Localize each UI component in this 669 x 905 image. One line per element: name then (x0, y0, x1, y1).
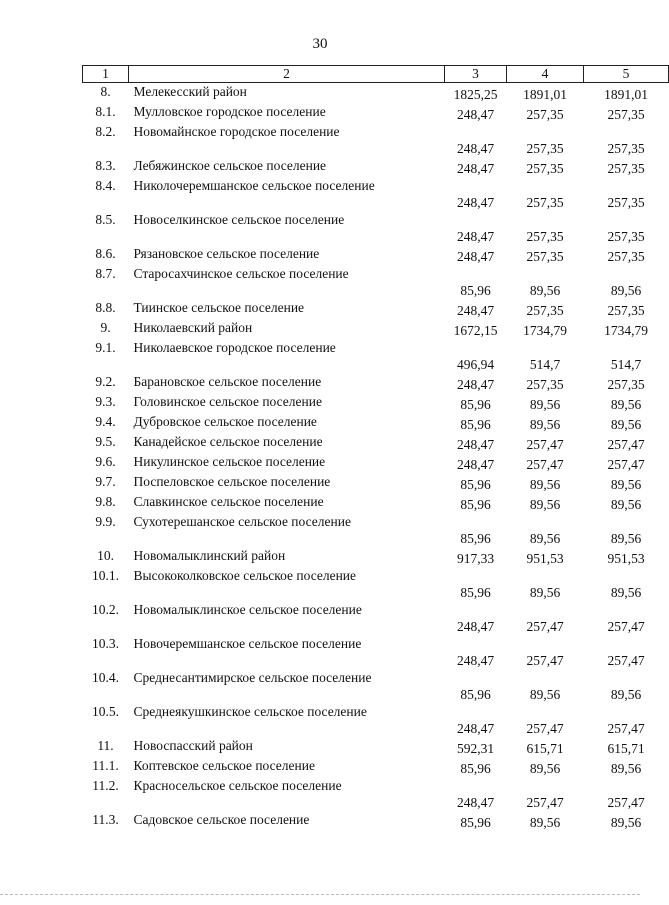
page-number: 30 (312, 36, 328, 52)
row-value-col4: 257,35 (526, 377, 564, 392)
row-value-col4: 89,56 (529, 477, 561, 492)
row-value-col5: 89,56 (610, 283, 642, 298)
row-value-col3: 85,96 (460, 397, 491, 412)
row-name: Канадейское сельское поселение (133, 434, 323, 449)
table-row (83, 811, 669, 831)
row-name: Лебяжинское сельское поселение (133, 158, 327, 173)
row-name: Мелекесский район (133, 84, 247, 99)
row-value-col5: 514,7 (610, 357, 642, 372)
row-number: 9.4. (95, 414, 116, 429)
row-name: Садовское сельское поселение (133, 812, 310, 827)
row-value-col4: 257,47 (526, 619, 564, 634)
row-value-col3: 85,96 (460, 477, 491, 492)
row-value-col5: 257,35 (607, 229, 645, 244)
row-value-col4: 257,47 (526, 795, 564, 810)
table-row (83, 413, 669, 433)
row-value-col5: 257,47 (607, 619, 645, 634)
table-row (83, 433, 669, 453)
row-number: 9.6. (95, 454, 116, 469)
row-number: 9.9. (95, 514, 116, 529)
row-number: 8.1. (95, 104, 116, 119)
row-value-col3: 248,47 (456, 195, 495, 210)
row-value-col3: 85,96 (460, 761, 491, 776)
row-name: Барановское сельское поселение (133, 374, 322, 389)
row-number: 8.6. (95, 246, 116, 261)
table-row (83, 547, 669, 567)
table-body (83, 83, 669, 832)
table-row (83, 339, 669, 373)
row-name: Среднесантимирское сельское поселение (133, 670, 372, 685)
row-number: 11.2. (92, 778, 119, 793)
row-name: Новочеремшанское сельское поселение (133, 636, 362, 651)
row-value-col4: 257,35 (526, 141, 564, 156)
row-value-col5: 257,47 (607, 457, 645, 472)
table-row (83, 265, 669, 299)
header-col-2: 2 (129, 66, 445, 83)
row-value-col4: 257,35 (526, 107, 564, 122)
row-value-col4: 89,56 (529, 531, 561, 546)
row-number: 8.3. (95, 158, 116, 173)
row-value-col5: 257,35 (607, 161, 645, 176)
row-number: 11.1. (92, 758, 119, 773)
table-row (83, 669, 669, 703)
row-value-col3: 248,47 (456, 721, 495, 736)
row-value-col5: 257,35 (607, 377, 645, 392)
row-value-col3: 248,47 (456, 303, 495, 318)
row-name: Николочеремшанское сельское поселение (133, 178, 375, 193)
row-value-col5: 257,35 (607, 195, 645, 210)
row-number: 8. (100, 84, 111, 99)
row-name: Славкинское сельское поселение (133, 494, 324, 509)
row-value-col5: 89,56 (610, 417, 642, 432)
row-number: 10.3. (92, 636, 119, 651)
row-value-col5: 257,35 (607, 141, 645, 156)
table-row (83, 493, 669, 513)
row-number: 10.1. (92, 568, 119, 583)
row-number: 10.4. (92, 670, 119, 685)
row-value-col4: 89,56 (529, 687, 561, 702)
row-number: 9. (100, 320, 111, 335)
row-value-col3: 85,96 (460, 497, 491, 512)
table-row (83, 123, 669, 157)
row-name: Поспеловское сельское поселение (133, 474, 331, 489)
row-number: 8.2. (95, 124, 116, 139)
row-value-col4: 257,47 (526, 721, 564, 736)
row-value-col3: 248,47 (456, 377, 495, 392)
row-value-col4: 257,47 (526, 437, 564, 452)
row-number: 9.5. (95, 434, 116, 449)
row-name: Новоселкинское сельское поселение (133, 212, 345, 227)
row-value-col4: 89,56 (529, 815, 561, 830)
row-name: Рязановское сельское поселение (133, 246, 320, 261)
table-row (83, 601, 669, 635)
table-row (83, 177, 669, 211)
header-col-1: 1 (83, 66, 129, 83)
row-number: 8.7. (95, 266, 116, 281)
row-value-col4: 257,35 (526, 161, 564, 176)
row-value-col3: 85,96 (460, 417, 491, 432)
row-number: 9.2. (95, 374, 116, 389)
row-value-col3: 248,47 (456, 457, 495, 472)
row-value-col3: 248,47 (456, 107, 495, 122)
row-number: 8.4. (95, 178, 116, 193)
table-row (83, 393, 669, 413)
row-number: 9.1. (95, 340, 116, 355)
row-name: Дубровское сельское поселение (133, 414, 317, 429)
row-value-col3: 592,31 (456, 741, 495, 756)
row-value-col4: 257,47 (526, 653, 564, 668)
row-name: Сухотерешанское сельское поселение (133, 514, 351, 529)
row-number: 11. (97, 738, 114, 753)
row-value-col5: 1734,79 (604, 323, 648, 338)
row-value-col4: 257,47 (526, 457, 564, 472)
row-value-col5: 1891,01 (604, 87, 648, 102)
header-row (83, 66, 669, 83)
row-value-col5: 89,56 (610, 815, 642, 830)
row-value-col3: 248,47 (456, 619, 495, 634)
row-value-col3: 248,47 (456, 653, 495, 668)
table-row (83, 453, 669, 473)
row-value-col3: 85,96 (460, 585, 491, 600)
row-value-col4: 615,71 (526, 741, 564, 756)
row-name: Головинское сельское поселение (133, 394, 322, 409)
row-value-col4: 89,56 (529, 761, 561, 776)
row-name: Новомалыклинский район (133, 548, 286, 563)
row-name: Среднеякушкинское сельское поселение (133, 704, 367, 719)
row-name: Красносельское сельское поселение (133, 778, 342, 793)
row-value-col4: 89,56 (529, 283, 561, 298)
table-row (83, 737, 669, 757)
table-row (83, 211, 669, 245)
row-number: 8.5. (95, 212, 116, 227)
row-value-col4: 951,53 (526, 551, 564, 566)
table-row (83, 299, 669, 319)
table-row (83, 319, 669, 339)
table-row (83, 473, 669, 493)
table-row (83, 245, 669, 265)
row-name: Никулинское сельское поселение (133, 454, 326, 469)
row-value-col3: 248,47 (456, 249, 495, 264)
row-name: Новоспасский район (133, 738, 253, 753)
row-value-col3: 248,47 (456, 795, 495, 810)
row-value-col4: 257,35 (526, 303, 564, 318)
table-row (83, 83, 669, 104)
table-row (83, 513, 669, 547)
row-value-col4: 257,35 (526, 229, 564, 244)
row-value-col5: 89,56 (610, 497, 642, 512)
budget-table (82, 65, 669, 831)
row-value-col3: 248,47 (456, 229, 495, 244)
row-value-col5: 257,47 (607, 653, 645, 668)
row-number: 9.3. (95, 394, 116, 409)
row-value-col3: 85,96 (460, 815, 491, 830)
row-value-col4: 89,56 (529, 585, 561, 600)
row-name: Николаевское городское поселение (133, 340, 336, 355)
row-name: Высококолковское сельское поселение (133, 568, 357, 583)
row-value-col4: 514,7 (529, 357, 561, 372)
row-value-col4: 257,35 (526, 249, 564, 264)
row-name: Новомалыклинское сельское поселение (133, 602, 362, 617)
row-name: Коптевское сельское поселение (133, 758, 315, 773)
row-value-col5: 257,47 (607, 721, 645, 736)
row-value-col3: 248,47 (456, 161, 495, 176)
row-value-col4: 89,56 (529, 417, 561, 432)
row-name: Мулловское городское поселение (133, 104, 326, 119)
table-row (83, 567, 669, 601)
row-value-col3: 917,33 (456, 551, 495, 566)
row-value-col4: 89,56 (529, 397, 561, 412)
row-number: 10. (97, 548, 114, 563)
row-value-col3: 1672,15 (453, 323, 498, 338)
row-value-col4: 1891,01 (523, 87, 567, 102)
row-value-col5: 257,47 (607, 437, 645, 452)
row-value-col3: 1825,25 (453, 87, 498, 102)
row-number: 10.5. (92, 704, 119, 719)
header-col-4: 4 (507, 66, 584, 83)
row-value-col3: 85,96 (460, 531, 491, 546)
table-row (83, 103, 669, 123)
row-value-col4: 89,56 (529, 497, 561, 512)
row-value-col3: 85,96 (460, 283, 491, 298)
row-number: 9.7. (95, 474, 116, 489)
row-name: Тиинское сельское поселение (133, 300, 305, 315)
row-value-col3: 248,47 (456, 141, 495, 156)
bottom-edge (0, 894, 640, 895)
row-value-col3: 85,96 (460, 687, 491, 702)
row-value-col5: 89,56 (610, 761, 642, 776)
row-value-col5: 89,56 (610, 687, 642, 702)
row-value-col5: 89,56 (610, 531, 642, 546)
row-value-col5: 951,53 (607, 551, 645, 566)
table-row (83, 373, 669, 393)
row-value-col5: 257,35 (607, 107, 645, 122)
row-value-col4: 1734,79 (523, 323, 567, 338)
row-value-col5: 89,56 (610, 585, 642, 600)
row-value-col5: 257,47 (607, 795, 645, 810)
row-value-col4: 257,35 (526, 195, 564, 210)
row-value-col5: 257,35 (607, 303, 645, 318)
header-col-5: 5 (584, 66, 669, 83)
row-value-col5: 89,56 (610, 397, 642, 412)
table-row (83, 703, 669, 737)
row-name: Старосахчинское сельское поселение (133, 266, 349, 281)
row-number: 8.8. (95, 300, 116, 315)
header-col-3: 3 (445, 66, 507, 83)
row-value-col3: 496,94 (456, 357, 495, 372)
row-value-col5: 615,71 (607, 741, 645, 756)
table-row (83, 777, 669, 811)
row-name: Новомайнское городское поселение (133, 124, 340, 139)
row-name: Николаевский район (133, 320, 253, 335)
row-value-col5: 257,35 (607, 249, 645, 264)
row-value-col3: 248,47 (456, 437, 495, 452)
table-row (83, 157, 669, 177)
row-number: 9.8. (95, 494, 116, 509)
table-row (83, 635, 669, 669)
table-row (83, 757, 669, 777)
row-number: 11.3. (92, 812, 119, 827)
row-number: 10.2. (92, 602, 119, 617)
row-value-col5: 89,56 (610, 477, 642, 492)
